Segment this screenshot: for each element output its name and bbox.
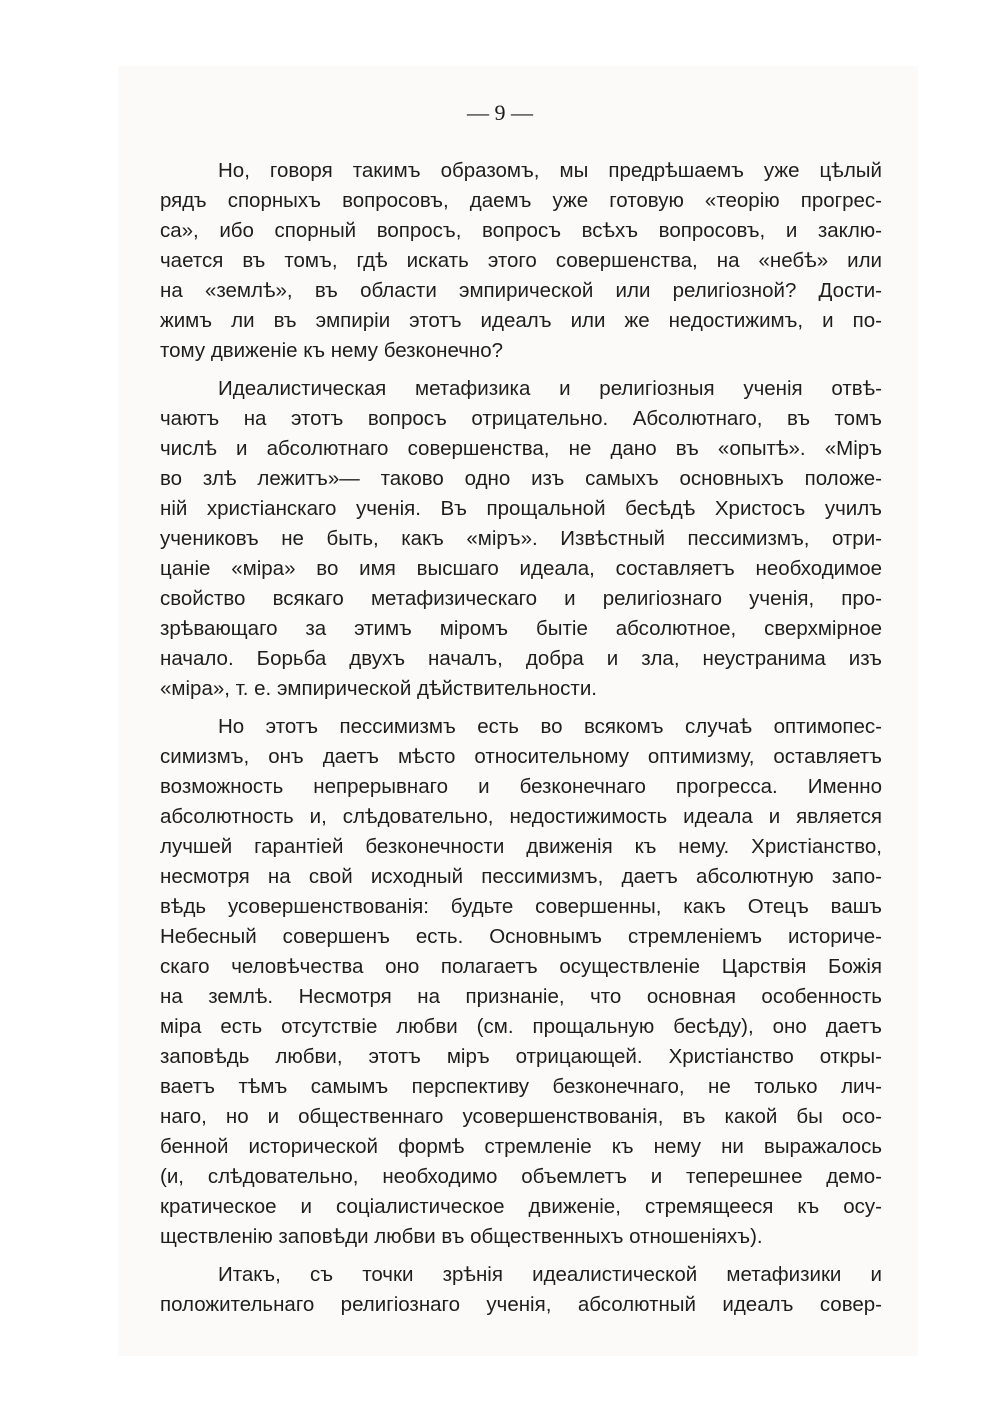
text-line: Идеалистическая метафизика и религіозныя ученія отвѣ- (218, 377, 882, 400)
paragraph-1 (160, 156, 882, 366)
text-line: (и, слѣдовательно, необходимо объемлетъ и теперешнее демо- (160, 1165, 882, 1188)
text-line: кратическое и соціалистическое движеніе, стремящееся къ осу- (160, 1195, 882, 1218)
text-line: ній христіанскаго ученія. Въ прощальной бесѣдѣ Христосъ училъ (160, 497, 882, 520)
text-line: ществленію заповѣди любви въ общественныхъ отношеніяхъ). (160, 1225, 763, 1248)
text-line: во злѣ лежитъ»— таково одно изъ самыхъ основныхъ положе- (160, 467, 882, 490)
text-line: на землѣ. Несмотря на признаніе, что основная особенность (160, 985, 882, 1008)
text-line: рядъ спорныхъ вопросовъ, даемъ уже готовую «теорію прогрес- (160, 189, 882, 212)
text-line: са», ибо спорный вопросъ, вопросъ всѣхъ вопросовъ, и заклю- (160, 219, 882, 242)
text-line: Но этотъ пессимизмъ есть во всякомъ случаѣ оптимопес- (218, 715, 882, 738)
text-line: Небесный совершенъ есть. Основнымъ стремленіемъ историче- (160, 925, 882, 948)
text-line: Но, говоря такимъ образомъ, мы предрѣшаемъ уже цѣлый (218, 159, 882, 182)
text-line: Итакъ, съ точки зрѣнія идеалистической метафизики и (218, 1263, 882, 1286)
text-line: міра есть отсутствіе любви (см. прощальную бесѣду), оно даетъ (160, 1015, 882, 1038)
text-line: зрѣвающаго за этимъ міромъ бытіе абсолютное, сверхмірное (160, 617, 882, 640)
text-line: лучшей гарантіей безконечности движенія къ нему. Христіанство, (160, 835, 882, 858)
text-line: начало. Борьба двухъ началъ, добра и зла, неустранима изъ (160, 647, 882, 670)
text-line: вѣдь усовершенствованія: будьте совершенны, какъ Отецъ вашъ (160, 895, 882, 918)
text-line: наго, но и общественнаго усовершенствованія, въ какой бы осо- (160, 1105, 882, 1128)
paragraph-2 (160, 374, 882, 704)
text-line: скаго человѣчества оно полагаетъ осуществленіе Царствія Божія (160, 955, 882, 978)
paragraph-3 (160, 712, 882, 1252)
text-line: симизмъ, онъ даетъ мѣсто относительному оптимизму, оставляетъ (160, 745, 882, 768)
text-line: числѣ и абсолютнаго совершенства, не дано въ «опытѣ». «Міръ (160, 437, 882, 460)
text-line: возможность непрерывнаго и безконечнаго прогресса. Именно (160, 775, 882, 798)
text-line: тому движеніе къ нему безконечно? (160, 339, 503, 362)
text-line: учениковъ не быть, какъ «міръ». Извѣстный пессимизмъ, отри- (160, 527, 882, 550)
text-line: «міра», т. е. эмпирической дѣйствительности. (160, 677, 597, 700)
text-line: заповѣдь любви, этотъ міръ отрицающей. Христіанство откры- (160, 1045, 882, 1068)
text-line: цаніе «міра» во имя высшаго идеала, составляетъ необходимое (160, 557, 882, 580)
paragraph-4 (160, 1260, 882, 1320)
text-line: чается въ томъ, гдѣ искать этого совершенства, на «небѣ» или (160, 249, 882, 272)
text-line: ваетъ тѣмъ самымъ перспективу безконечнаго, не только лич- (160, 1075, 882, 1098)
text-line: абсолютность и, слѣдовательно, недостижимость идеала и является (160, 805, 882, 828)
text-line: чаютъ на этотъ вопросъ отрицательно. Абсолютнаго, въ томъ (160, 407, 882, 430)
text-line: свойство всякаго метафизическаго и религіознаго ученія, про- (160, 587, 882, 610)
text-line: на «землѣ», въ области эмпирической или религіозной? Дости- (160, 279, 882, 302)
text-line: бенной исторической формѣ стремленіе къ нему ни выражалось (160, 1135, 882, 1158)
text-line: жимъ ли въ эмпиріи этотъ идеалъ или же недостижимъ, и по- (160, 309, 882, 332)
text-line: положительнаго религіознаго ученія, абсолютный идеалъ совер- (160, 1293, 882, 1316)
text-line: несмотря на свой исходный пессимизмъ, даетъ абсолютную запо- (160, 865, 882, 888)
body-text (160, 156, 882, 1320)
page-number: — 9 — (467, 100, 533, 125)
